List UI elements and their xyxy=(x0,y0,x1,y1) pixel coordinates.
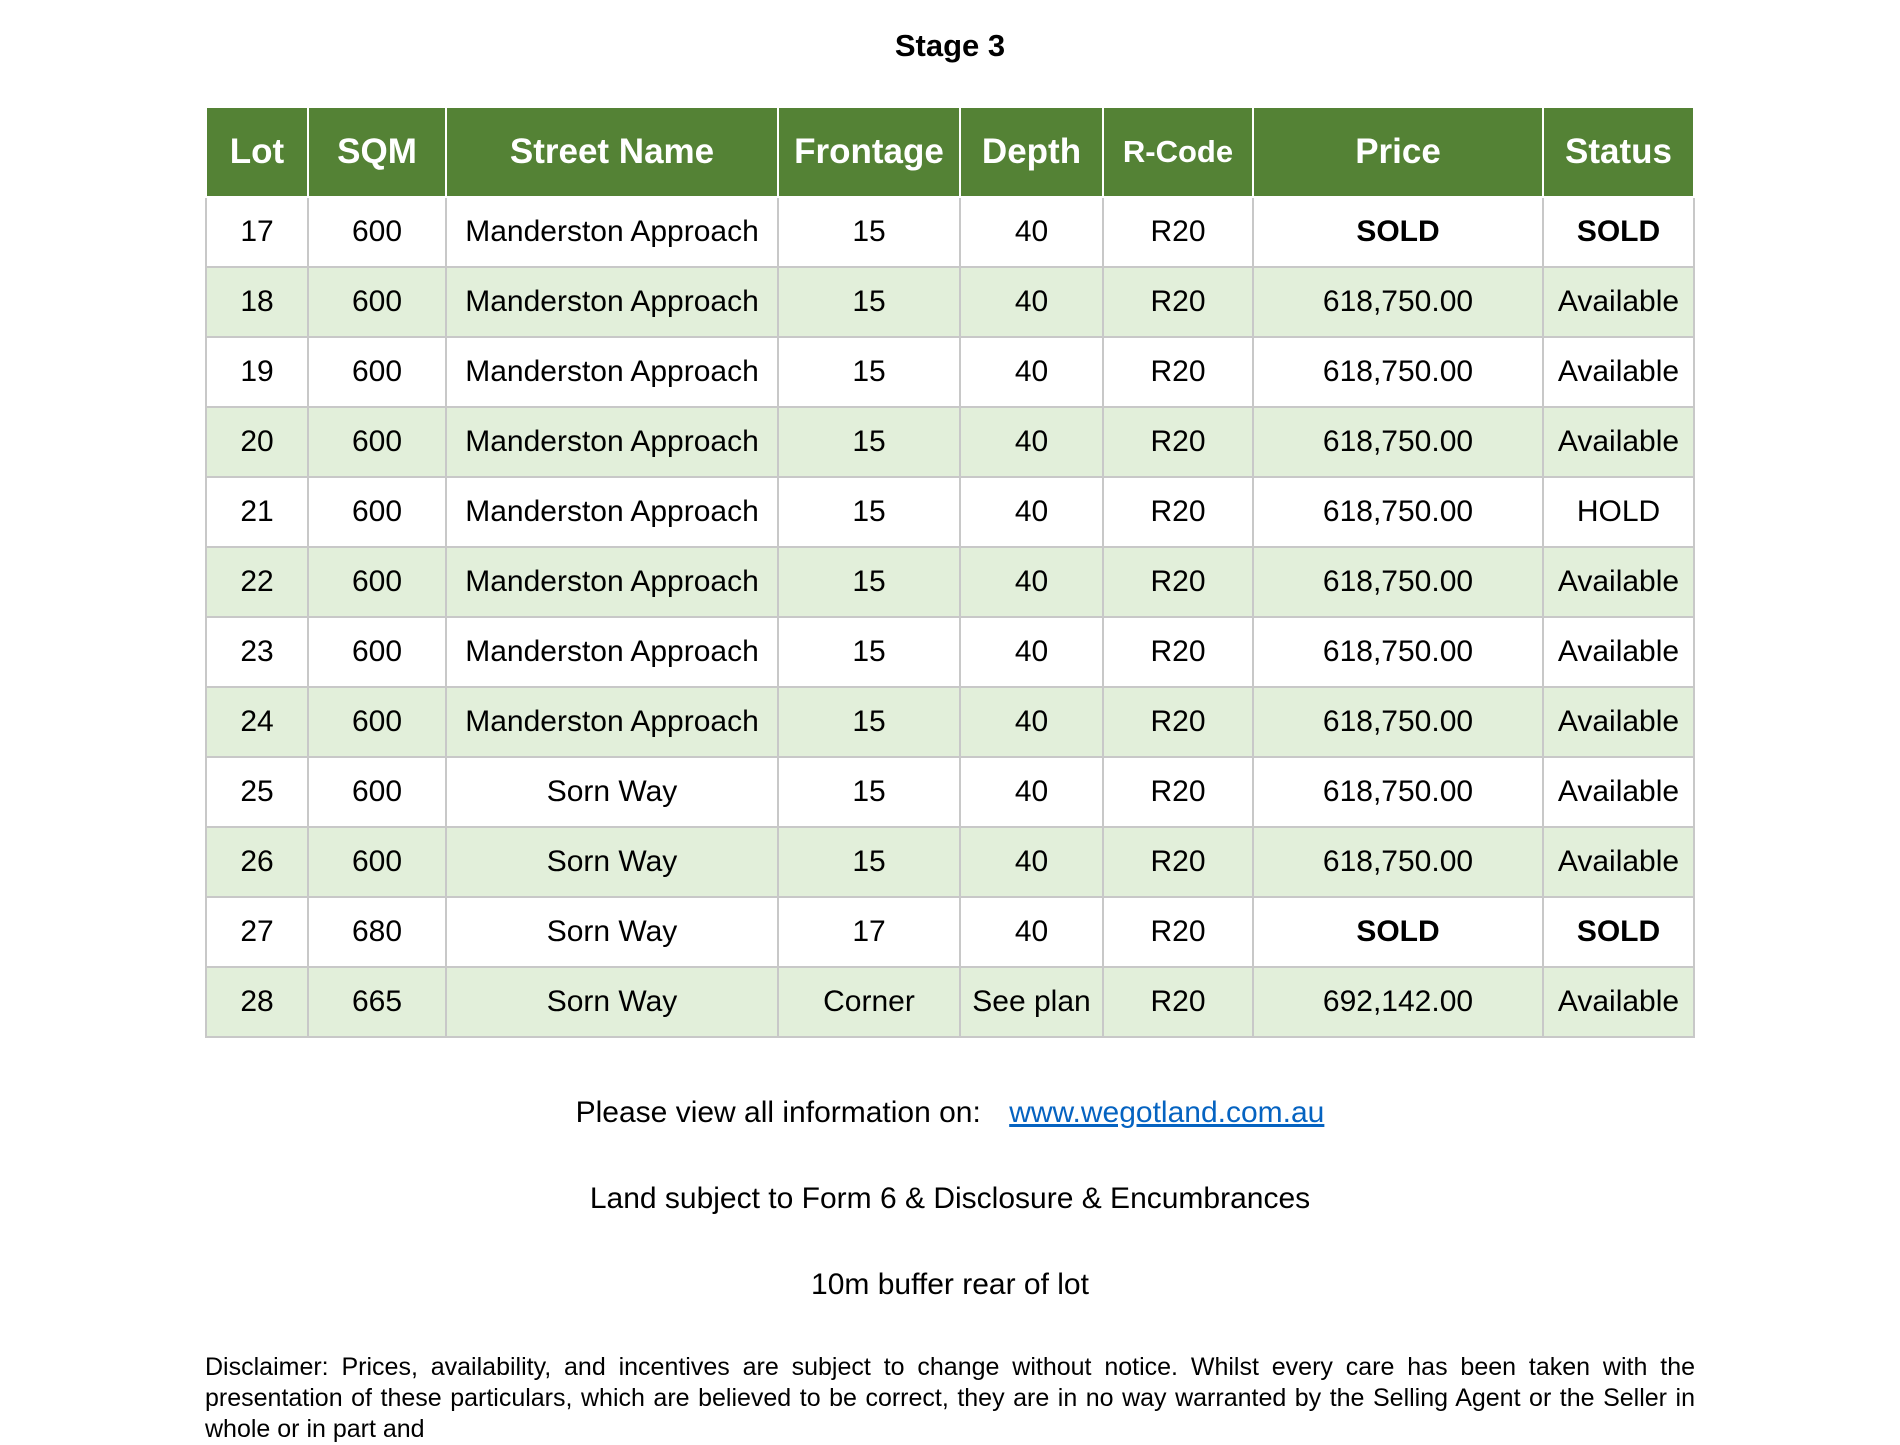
street-name-cell: Manderston Approach xyxy=(446,617,778,687)
street-name-cell: Manderston Approach xyxy=(446,267,778,337)
table-row xyxy=(206,477,1694,547)
table-row xyxy=(206,547,1694,617)
status-cell: Available xyxy=(1543,827,1694,897)
column-header-lot: Lot xyxy=(206,107,308,197)
table-row xyxy=(206,897,1694,967)
frontage-cell: 15 xyxy=(778,687,960,757)
depth-cell: 40 xyxy=(960,407,1103,477)
table-row xyxy=(206,827,1694,897)
lot-cell: 19 xyxy=(206,337,308,407)
status-cell: Available xyxy=(1543,617,1694,687)
frontage-cell: 15 xyxy=(778,197,960,267)
table-row xyxy=(206,687,1694,757)
street-name-cell: Sorn Way xyxy=(446,757,778,827)
frontage-cell: 17 xyxy=(778,897,960,967)
status-cell: HOLD xyxy=(1543,477,1694,547)
depth-cell: 40 xyxy=(960,827,1103,897)
status-cell: Available xyxy=(1543,687,1694,757)
status-cell: SOLD xyxy=(1543,897,1694,967)
lots-table xyxy=(205,106,1695,1038)
lot-cell: 24 xyxy=(206,687,308,757)
status-cell: Available xyxy=(1543,407,1694,477)
frontage-cell: 15 xyxy=(778,827,960,897)
sqm-cell: 600 xyxy=(308,827,446,897)
column-header-street-name: Street Name xyxy=(446,107,778,197)
depth-cell: 40 xyxy=(960,337,1103,407)
frontage-cell: 15 xyxy=(778,407,960,477)
r-code-cell: R20 xyxy=(1103,197,1253,267)
view-info-line xyxy=(0,1093,1900,1133)
column-header-depth: Depth xyxy=(960,107,1103,197)
table-row xyxy=(206,337,1694,407)
land-subject-note: Land subject to Form 6 & Disclosure & Encumbrances xyxy=(589,1182,1311,1215)
price-cell: 618,750.00 xyxy=(1253,547,1543,617)
r-code-cell: R20 xyxy=(1103,687,1253,757)
status-cell: Available xyxy=(1543,337,1694,407)
table-row xyxy=(206,967,1694,1037)
depth-cell: 40 xyxy=(960,547,1103,617)
status-cell: Available xyxy=(1543,967,1694,1037)
r-code-cell: R20 xyxy=(1103,337,1253,407)
sqm-cell: 665 xyxy=(308,967,446,1037)
price-cell: 618,750.00 xyxy=(1253,337,1543,407)
column-header-status: Status xyxy=(1543,107,1694,197)
sqm-cell: 600 xyxy=(308,757,446,827)
status-cell: SOLD xyxy=(1543,197,1694,267)
price-cell: 618,750.00 xyxy=(1253,617,1543,687)
status-cell: Available xyxy=(1543,547,1694,617)
lot-cell: 22 xyxy=(206,547,308,617)
street-name-cell: Manderston Approach xyxy=(446,337,778,407)
sqm-cell: 680 xyxy=(308,897,446,967)
page-title: Stage 3 xyxy=(894,28,1006,63)
frontage-cell: 15 xyxy=(778,337,960,407)
column-header-sqm: SQM xyxy=(308,107,446,197)
sqm-cell: 600 xyxy=(308,337,446,407)
street-name-cell: Manderston Approach xyxy=(446,687,778,757)
table-header-row xyxy=(206,107,1694,197)
column-header-price: Price xyxy=(1253,107,1543,197)
street-name-cell: Sorn Way xyxy=(446,967,778,1037)
r-code-cell: R20 xyxy=(1103,547,1253,617)
price-cell: 618,750.00 xyxy=(1253,757,1543,827)
table-row xyxy=(206,407,1694,477)
depth-cell: 40 xyxy=(960,267,1103,337)
frontage-cell: 15 xyxy=(778,617,960,687)
street-name-cell: Sorn Way xyxy=(446,827,778,897)
column-header-r-code: R-Code xyxy=(1103,107,1253,197)
lot-cell: 17 xyxy=(206,197,308,267)
lot-cell: 27 xyxy=(206,897,308,967)
lot-cell: 26 xyxy=(206,827,308,897)
lot-cell: 23 xyxy=(206,617,308,687)
price-cell: 618,750.00 xyxy=(1253,477,1543,547)
price-cell: SOLD xyxy=(1253,197,1543,267)
buffer-note: 10m buffer rear of lot xyxy=(811,1268,1089,1301)
table-row xyxy=(206,197,1694,267)
lot-cell: 21 xyxy=(206,477,308,547)
price-cell: 618,750.00 xyxy=(1253,687,1543,757)
price-cell: 692,142.00 xyxy=(1253,967,1543,1037)
column-header-frontage: Frontage xyxy=(778,107,960,197)
table-row xyxy=(206,617,1694,687)
lots-table-body xyxy=(206,197,1694,1037)
sqm-cell: 600 xyxy=(308,687,446,757)
lot-cell: 25 xyxy=(206,757,308,827)
r-code-cell: R20 xyxy=(1103,477,1253,547)
sqm-cell: 600 xyxy=(308,547,446,617)
r-code-cell: R20 xyxy=(1103,267,1253,337)
price-cell: 618,750.00 xyxy=(1253,267,1543,337)
status-cell: Available xyxy=(1543,267,1694,337)
depth-cell: 40 xyxy=(960,897,1103,967)
price-cell: 618,750.00 xyxy=(1253,827,1543,897)
disclaimer-text: Disclaimer: Prices, availability, and incentives are subject to change without notice. Whilst every care has been taken with the presentation of these particulars, which are believed to be correct, they are in no way warranted by the Selling Agent or the Seller in whole or in part and xyxy=(205,1353,1695,1443)
frontage-cell: 15 xyxy=(778,267,960,337)
sqm-cell: 600 xyxy=(308,267,446,337)
frontage-cell: 15 xyxy=(778,757,960,827)
depth-cell: 40 xyxy=(960,617,1103,687)
status-cell: Available xyxy=(1543,757,1694,827)
depth-cell: 40 xyxy=(960,197,1103,267)
price-cell: 618,750.00 xyxy=(1253,407,1543,477)
frontage-cell: 15 xyxy=(778,477,960,547)
depth-cell: 40 xyxy=(960,687,1103,757)
r-code-cell: R20 xyxy=(1103,897,1253,967)
table-row xyxy=(206,757,1694,827)
depth-cell: 40 xyxy=(960,477,1103,547)
sqm-cell: 600 xyxy=(308,617,446,687)
table-row xyxy=(206,267,1694,337)
depth-cell: 40 xyxy=(960,757,1103,827)
frontage-cell: Corner xyxy=(778,967,960,1037)
lot-cell: 20 xyxy=(206,407,308,477)
website-link[interactable]: www.wegotland.com.au xyxy=(1009,1096,1325,1129)
r-code-cell: R20 xyxy=(1103,407,1253,477)
sqm-cell: 600 xyxy=(308,407,446,477)
r-code-cell: R20 xyxy=(1103,967,1253,1037)
frontage-cell: 15 xyxy=(778,547,960,617)
price-cell: SOLD xyxy=(1253,897,1543,967)
street-name-cell: Manderston Approach xyxy=(446,547,778,617)
street-name-cell: Manderston Approach xyxy=(446,407,778,477)
street-name-cell: Manderston Approach xyxy=(446,197,778,267)
r-code-cell: R20 xyxy=(1103,617,1253,687)
depth-cell: See plan xyxy=(960,967,1103,1037)
street-name-cell: Manderston Approach xyxy=(446,477,778,547)
lot-cell: 28 xyxy=(206,967,308,1037)
r-code-cell: R20 xyxy=(1103,757,1253,827)
sqm-cell: 600 xyxy=(308,477,446,547)
sqm-cell: 600 xyxy=(308,197,446,267)
street-name-cell: Sorn Way xyxy=(446,897,778,967)
lot-cell: 18 xyxy=(206,267,308,337)
r-code-cell: R20 xyxy=(1103,827,1253,897)
view-info-label: Please view all information on: xyxy=(575,1096,981,1129)
